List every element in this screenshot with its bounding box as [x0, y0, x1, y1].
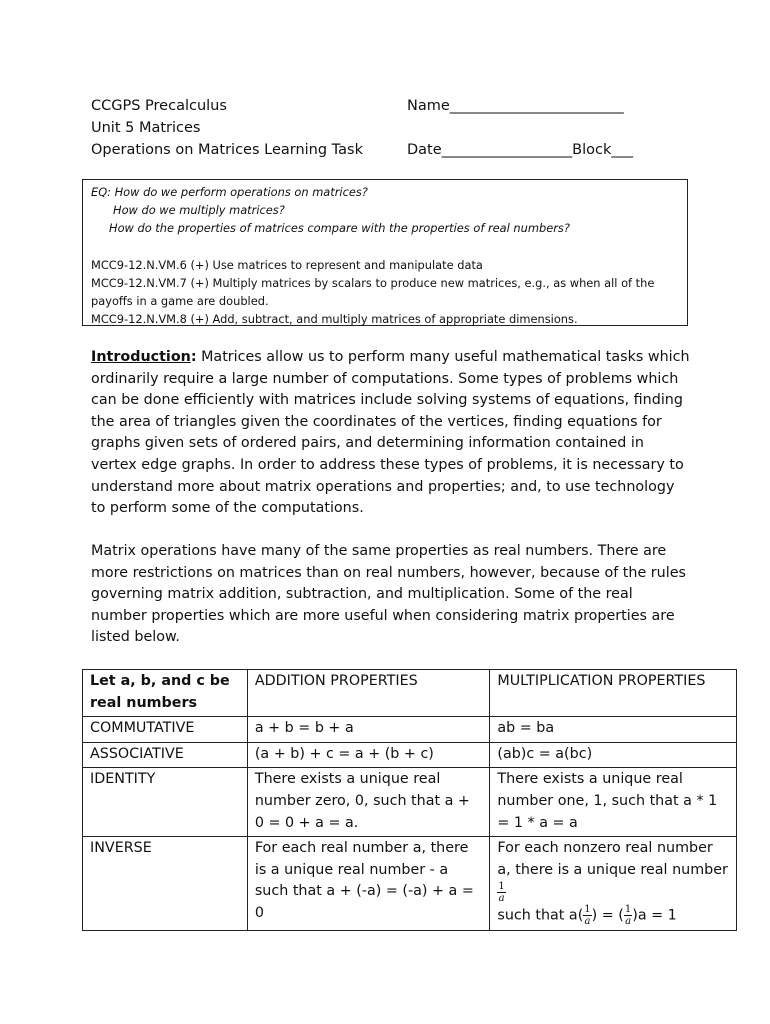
name-line: Name________________________ — [407, 98, 624, 114]
fraction-denominator: a — [584, 916, 591, 928]
header-right — [407, 95, 633, 161]
introduction-paragraph — [91, 347, 691, 520]
inverse-text-2c: )a = 1 — [632, 907, 677, 924]
standard-3: MCC9-12.N.VM.8 (+) Add, subtract, and multiply matrices of appropriate dimensions. — [91, 312, 578, 327]
property-name: INVERSE — [83, 837, 248, 930]
introduction-colon: : — [190, 349, 197, 365]
matrix-properties-paragraph: Matrix operations have many of the same properties as real numbers. There are more restrictions on matrices than on real numbers, however, because of the rules governing matrix addition, subtraction, and multiplication. Some of the real number properties which are more useful when considering matrix properties are listed below. — [91, 543, 686, 646]
property-name: IDENTITY — [83, 768, 248, 837]
fraction-numerator: 1 — [584, 904, 591, 916]
fraction-denominator: a — [625, 916, 632, 928]
table-row — [83, 837, 737, 930]
standard-2: MCC9-12.N.VM.7 (+) Multiply matrices by scalars to produce new matrices, e.g., as when all of the payoffs in a game are doubled. — [91, 275, 655, 309]
table-row — [83, 768, 737, 837]
essential-question-1: EQ: How do we perform operations on matrices? — [91, 185, 368, 199]
fraction-numerator: 1 — [624, 904, 632, 916]
property-name: COMMUTATIVE — [83, 717, 248, 743]
inverse-text-2b: ) = ( — [591, 907, 624, 924]
table-header-row — [83, 670, 737, 717]
multiplication-property: ab = ba — [490, 717, 737, 743]
introduction-label: Introduction — [91, 349, 191, 365]
table-row — [83, 717, 737, 743]
addition-property: a + b = b + a — [247, 717, 490, 743]
property-name: ASSOCIATIVE — [83, 742, 248, 768]
reciprocal-fraction — [583, 904, 591, 927]
fraction-numerator: 1 — [498, 881, 505, 893]
standard-1: MCC9-12.N.VM.6 (+) Use matrices to represent and manipulate data — [91, 257, 483, 272]
inverse-text-2a: such that a( — [497, 907, 584, 924]
multiplication-property: (ab)c = a(bc) — [490, 742, 737, 768]
addition-property: There exists a unique real number zero, 0, such that a + 0 = 0 + a = a. — [247, 768, 490, 837]
multiplication-property — [490, 837, 737, 930]
essential-question-2: How do we multiply matrices? — [113, 203, 285, 218]
reciprocal-fraction — [497, 881, 505, 904]
properties-table — [82, 669, 737, 931]
inverse-text-1: For each nonzero real number a, there is a unique real number — [497, 840, 728, 878]
date-block-line: Date__________________Block___ — [407, 142, 634, 158]
table-header-cell: Let a, b, and c be real numbers — [83, 670, 248, 717]
reciprocal-fraction — [624, 904, 632, 927]
header-left — [91, 95, 363, 161]
fraction-denominator: a — [498, 893, 505, 905]
introduction-text: Matrices allow us to perform many useful mathematical tasks which ordinarily require a large number of computations. Some types of problems which can be done efficiently with matrices include solving systems of equations, finding the area of triangles given the coordinates of the vertices, finding equations for graphs given sets of ordered pairs, and determining information contained in vertex edge graphs. In order to address these types of problems, it is necessary to understand more about matrix operations and properties; and, to use technology to perform some of the computations. — [91, 349, 690, 517]
addition-property: (a + b) + c = a + (b + c) — [247, 742, 490, 768]
table-header-cell: ADDITION PROPERTIES — [247, 670, 490, 717]
task-title: Operations on Matrices Learning Task — [91, 142, 363, 158]
table-row — [83, 742, 737, 768]
multiplication-property: There exists a unique real number one, 1, such that a * 1 = 1 * a = a — [490, 768, 737, 837]
essential-questions-box — [82, 179, 688, 326]
addition-property: For each real number a, there is a unique real number - a such that a + (-a) = (-a) + a = 0 — [247, 837, 490, 930]
essential-question-3: How do the properties of matrices compare with the properties of real numbers? — [109, 221, 570, 236]
table-header-cell: MULTIPLICATION PROPERTIES — [490, 670, 737, 717]
course-title: CCGPS Precalculus — [91, 98, 227, 114]
unit-title: Unit 5 Matrices — [91, 120, 201, 136]
